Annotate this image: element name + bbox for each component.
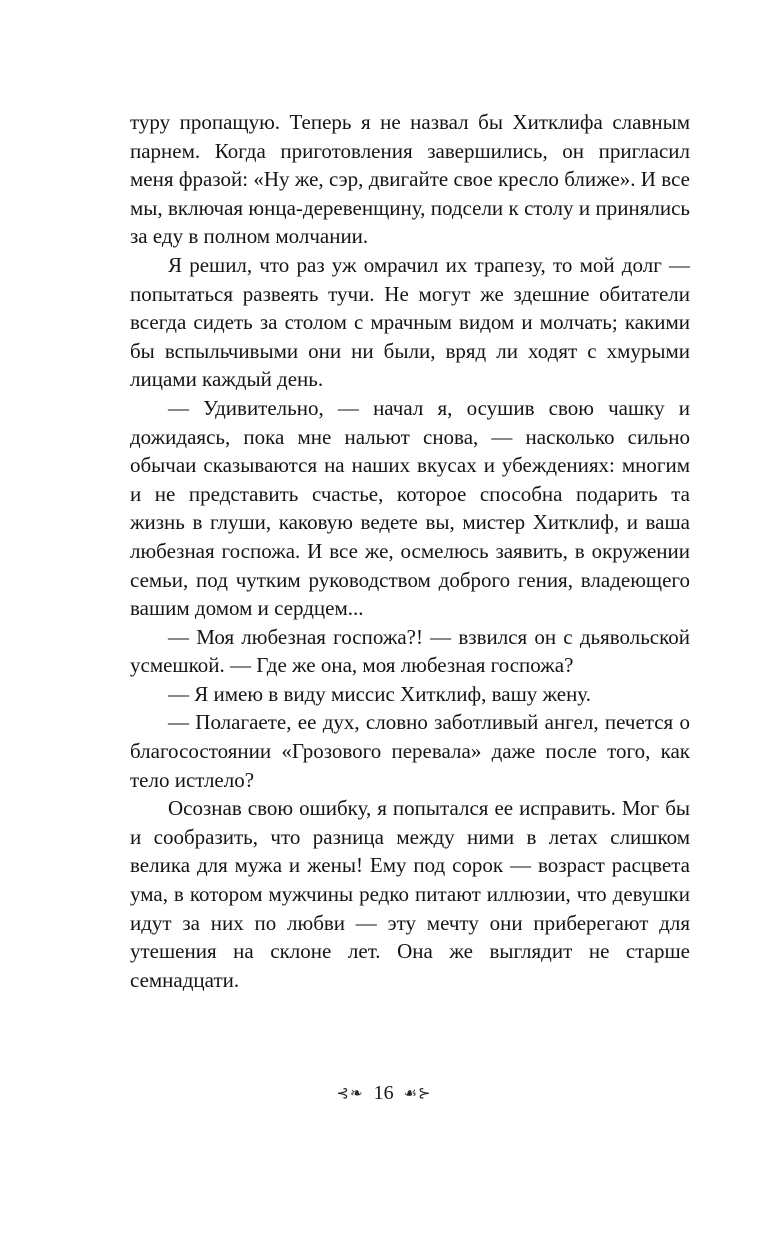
page-number: 16 [373, 1082, 394, 1104]
paragraph: — Моя любезная госпожа?! — взвился он с дьявольской усмешкой. — Где же она, моя любезная госпожа? [130, 624, 690, 678]
paragraph: — Полагаете, ее дух, словно заботливый ангел, печется о благосостоянии «Грозового перевала» даже после того, как тело истлело? [130, 710, 690, 792]
paragraph: — Удивительно, — начал я, осушив свою чашку и дожидаясь, пока мне нальют снова, — насколько сильно обычаи сказываются на наших вкусах и убеждениях: многим и не представить счастье, которое способна подарить та жизнь в глуши, каковую ведете вы, мистер Хитклиф, и ваша любезная госпожа. И все же, осмелюсь заявить, в окружении семьи, под чутким руководством доброго гения, владеющего вашим домом и сердцем... [130, 395, 690, 621]
text-block [130, 108, 690, 994]
page-footer [0, 1082, 768, 1105]
paragraph: Осознав свою ошибку, я попытался ее исправить. Мог бы и сообразить, что разница между ними в летах слишком велика для мужа и жены! Ему под сорок — возраст расцвета ума, в котором мужчины редко питают иллюзии, что девушки идут за них по любви — эту мечту они приберегают для утешения на склоне лет. Она же выглядит не старше семнадцати. [130, 796, 690, 992]
paragraph: туру пропащую. Теперь я не назвал бы Хитклифа славным парнем. Когда приготовления завершились, он пригласил меня фразой: «Ну же, сэр, двигайте свое кресло ближе». И все мы, включая юнца-деревенщину, подсели к столу и принялись за еду в полном молчании. [130, 110, 690, 249]
fleuron-right-icon: ☙⊱ [403, 1086, 432, 1102]
paragraph: — Я имею в виду миссис Хитклиф, вашу жену. [168, 681, 591, 706]
fleuron-left-icon: ⊰❧ [336, 1086, 364, 1102]
paragraph: Я решил, что раз уж омрачил их трапезу, то мой долг — попытаться развеять тучи. Не могут же здешние обитатели всегда сидеть за столом с мрачным видом и молчать; какими бы вспыльчивыми они ни были, вряд ли ходят с хмурыми лицами каждый день. [130, 252, 690, 392]
